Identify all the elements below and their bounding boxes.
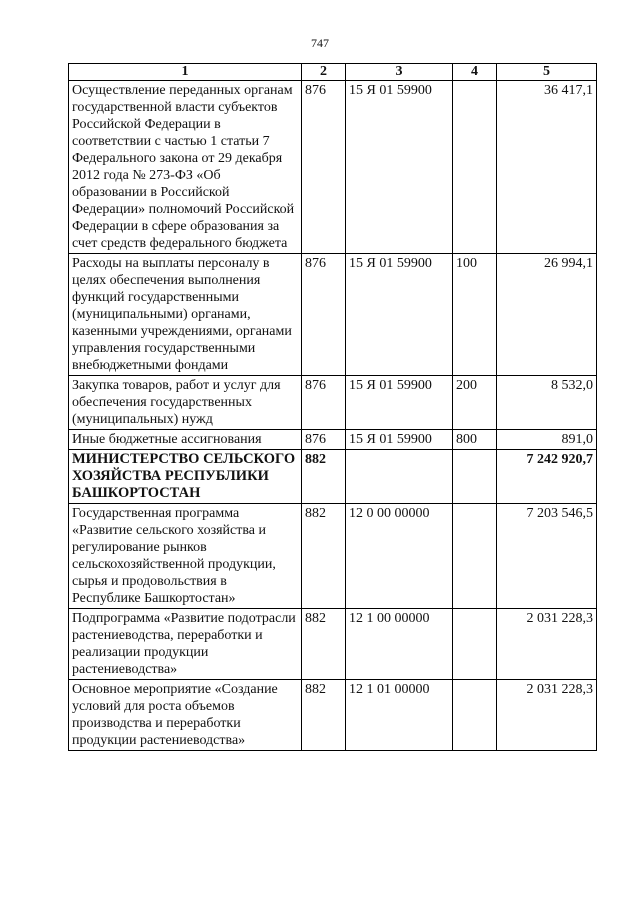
row-article: 15 Я 01 59900 xyxy=(346,376,453,430)
column-header: 2 xyxy=(302,64,346,81)
table-row xyxy=(69,376,597,430)
row-article: 15 Я 01 59900 xyxy=(346,81,453,254)
row-article: 12 1 00 00000 xyxy=(346,609,453,680)
row-code: 882 xyxy=(302,609,346,680)
row-expense-type: 100 xyxy=(453,254,497,376)
row-name: Подпрограмма «Развитие подотрасли растениеводства, переработки и реализации продукции растениеводства» xyxy=(69,609,302,680)
row-name: Основное мероприятие «Создание условий для роста объемов производства и переработки продукции растениеводства» xyxy=(69,680,302,751)
column-header: 1 xyxy=(69,64,302,81)
row-code: 876 xyxy=(302,430,346,450)
row-code: 882 xyxy=(302,680,346,751)
row-name: Расходы на выплаты персоналу в целях обеспечения выполнения функций государственными (муниципальными) органами, казенными учреждениями, органами управления государственными внебюджетными фондами xyxy=(69,254,302,376)
row-name: Закупка товаров, работ и услуг для обеспечения государственных (муниципальных) нужд xyxy=(69,376,302,430)
table-row xyxy=(69,504,597,609)
row-amount: 7 203 546,5 xyxy=(497,504,597,609)
row-article: 12 1 01 00000 xyxy=(346,680,453,751)
row-amount: 8 532,0 xyxy=(497,376,597,430)
column-header: 4 xyxy=(453,64,497,81)
table-row xyxy=(69,609,597,680)
row-code: 882 xyxy=(302,504,346,609)
row-amount: 891,0 xyxy=(497,430,597,450)
column-header: 5 xyxy=(497,64,597,81)
row-expense-type xyxy=(453,609,497,680)
table-row xyxy=(69,450,597,504)
row-name: Осуществление переданных органам государственной власти субъектов Российской Федерации в соответствии с частью 1 статьи 7 Федерального закона от 29 декабря 2012 года № 273-ФЗ «Об образовании в Российской Федерации» полномочий Российской Федерации в сфере образования за счет средств федерального бюджета xyxy=(69,81,302,254)
row-expense-type xyxy=(453,450,497,504)
table-row xyxy=(69,81,597,254)
budget-table xyxy=(68,63,597,751)
row-expense-type xyxy=(453,81,497,254)
column-header: 3 xyxy=(346,64,453,81)
row-code: 882 xyxy=(302,450,346,504)
row-amount: 2 031 228,3 xyxy=(497,609,597,680)
table-row xyxy=(69,254,597,376)
row-amount: 7 242 920,7 xyxy=(497,450,597,504)
table-header-row xyxy=(69,64,597,81)
page-number: 747 xyxy=(311,36,329,50)
row-article: 15 Я 01 59900 xyxy=(346,254,453,376)
row-amount: 26 994,1 xyxy=(497,254,597,376)
row-name: Государственная программа «Развитие сельского хозяйства и регулирование рынков сельскохозяйственной продукции, сырья и продовольствия в Республике Башкортостан» xyxy=(69,504,302,609)
row-article: 12 0 00 00000 xyxy=(346,504,453,609)
row-name: Иные бюджетные ассигнования xyxy=(69,430,302,450)
row-code: 876 xyxy=(302,81,346,254)
row-code: 876 xyxy=(302,254,346,376)
row-expense-type xyxy=(453,680,497,751)
row-name: МИНИСТЕРСТВО СЕЛЬСКОГО ХОЗЯЙСТВА РЕСПУБЛИКИ БАШКОРТОСТАН xyxy=(69,450,302,504)
table-row xyxy=(69,680,597,751)
row-code: 876 xyxy=(302,376,346,430)
table-row xyxy=(69,430,597,450)
row-amount: 36 417,1 xyxy=(497,81,597,254)
row-expense-type: 200 xyxy=(453,376,497,430)
row-article: 15 Я 01 59900 xyxy=(346,430,453,450)
row-expense-type: 800 xyxy=(453,430,497,450)
row-expense-type xyxy=(453,504,497,609)
row-article xyxy=(346,450,453,504)
row-amount: 2 031 228,3 xyxy=(497,680,597,751)
